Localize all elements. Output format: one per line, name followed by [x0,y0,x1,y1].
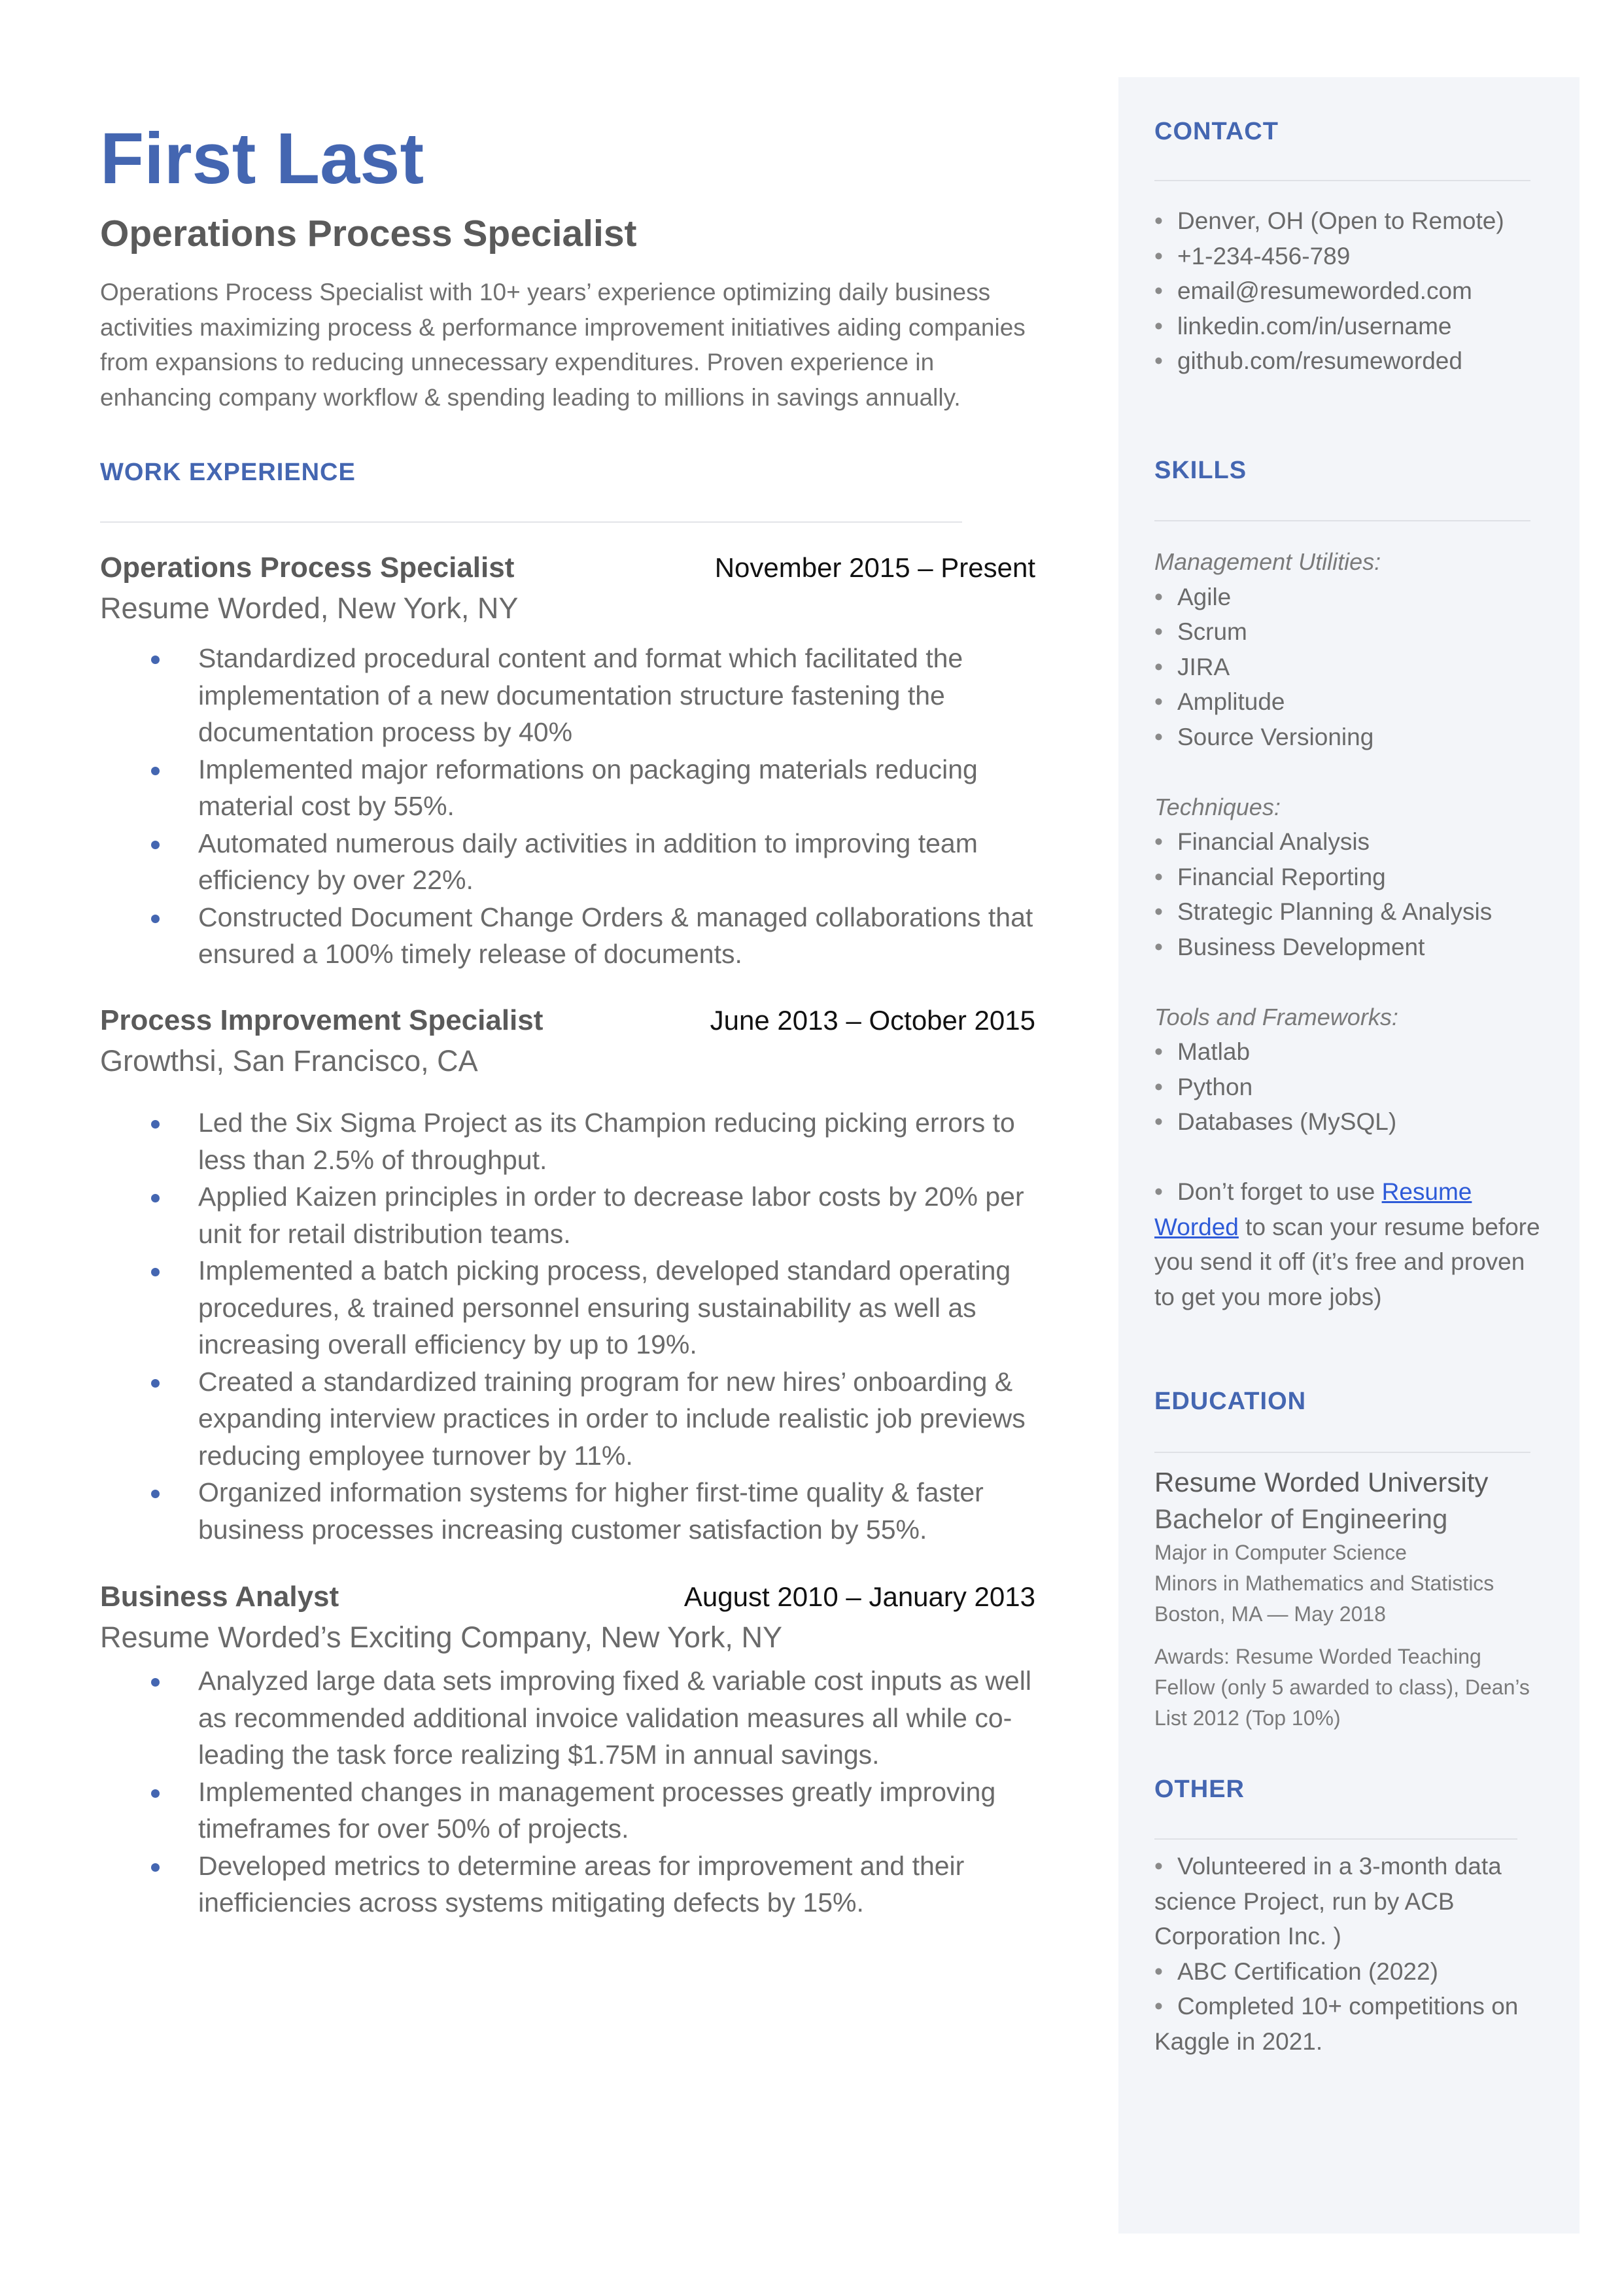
bullet-dot-icon [151,656,160,664]
bullet-item: Automated numerous daily activities in addition to improving team efficiency by over 22%. [100,825,1035,899]
skill-item: • Scrum [1154,618,1247,645]
job-entry [100,548,1035,980]
job-entry [100,1577,1035,1970]
bullet-dot-icon [151,1678,160,1687]
resume-worded-link[interactable]: Resume Worded [1154,1178,1472,1240]
job-bullets [100,1662,1035,1921]
awards: Awards: Resume Worded Teaching Fellow (only 5 awarded to class), Dean’s List 2012 (Top 10%) [1154,1645,1530,1730]
degree: Bachelor of Engineering [1154,1503,1448,1534]
bullet-item: Developed metrics to determine areas for improvement and their inefficiencies across systems mitigating defects by 15%. [100,1848,1035,1921]
other-heading: OTHER [1154,1776,1245,1803]
bullet-item: Constructed Document Change Orders & managed collaborations that ensured a 100% timely release of documents. [100,899,1035,973]
other-item: • Completed 10+ competitions on Kaggle in 2021. [1154,1993,1519,2055]
bullet-item: Implemented major reformations on packaging materials reducing material cost by 55%. [100,751,1035,825]
skill-item: • Python [1154,1073,1253,1100]
bullet-item: Created a standardized training program for new hires’ onboarding & expanding interview practices in order to include realistic job previews reducing employee turnover by 11%. [100,1363,1035,1475]
resume-worded-note: • Don’t forget to use Resume Worded to scan your resume before you send it off (it’s free and proven to get you more jobs) [1154,1178,1540,1310]
bullet-item: Led the Six Sigma Project as its Champion reducing picking errors to less than 2.5% of throughput. [100,1104,1035,1178]
bullet-dot-icon [151,1379,160,1388]
work-experience-heading: WORK EXPERIENCE [100,459,356,486]
job-bullets [100,1104,1035,1548]
bullet-item: Analyzed large data sets improving fixed & variable cost inputs as well as recommended additional invoice validation measures all while co-leading the task force realizing $1.75M in annual savings. [100,1662,1035,1774]
contact-location: • Denver, OH (Open to Remote) [1154,207,1504,234]
contact-email[interactable]: • email@resumeworded.com [1154,277,1472,304]
education-heading: EDUCATION [1154,1388,1307,1415]
skill-item: • Business Development [1154,933,1425,960]
job-title: Operations Process Specialist [100,552,515,584]
major: Major in Computer Science [1154,1541,1407,1564]
bullet-dot-icon [151,1789,160,1798]
skill-list [1154,580,1547,755]
bullet-dot-icon [151,767,160,775]
skill-item: • Strategic Planning & Analysis [1154,898,1493,925]
job-company: Resume Worded’s Exciting Company, New York, NY [100,1621,782,1654]
bullet-dot-icon [151,915,160,923]
headline: Operations Process Specialist [100,213,637,254]
bullet-item: Implemented changes in management processes greatly improving timeframes for over 50% of projects. [100,1774,1035,1848]
skills-heading: SKILLS [1154,457,1247,484]
job-company: Growthsi, San Francisco, CA [100,1044,478,1077]
skill-item: • Matlab [1154,1038,1251,1065]
contact-linkedin[interactable]: • linkedin.com/in/username [1154,312,1452,340]
divider [1154,520,1530,521]
contact-github[interactable]: • github.com/resumeworded [1154,347,1462,374]
job-title: Process Improvement Specialist [100,1004,544,1036]
skill-category: Management Utilities: [1154,548,1381,575]
other-item: • ABC Certification (2022) [1154,1957,1438,1985]
bullet-dot-icon [151,1120,160,1129]
job-dates: November 2015 – Present [714,552,1035,583]
job-bullets [100,640,1035,973]
divider [100,521,962,523]
skill-item: • Source Versioning [1154,723,1374,750]
bullet-item: Applied Kaizen principles in order to decrease labor costs by 20% per unit for retail distribution teams. [100,1178,1035,1252]
other-item: • Volunteered in a 3-month data science Project, run by ACB Corporation Inc. ) [1154,1853,1502,1950]
education-location-date: Boston, MA — May 2018 [1154,1602,1386,1626]
bullet-dot-icon [151,1268,160,1276]
skill-item: • Amplitude [1154,688,1285,715]
minors: Minors in Mathematics and Statistics [1154,1571,1494,1595]
bullet-item: Standardized procedural content and format which facilitated the implementation of a new documentation structure fastening the documentation process by 40% [100,640,1035,751]
skill-list [1154,1034,1547,1140]
skills-section [1154,544,1547,1314]
contact-heading: CONTACT [1154,118,1279,145]
skill-item: • Financial Analysis [1154,828,1370,855]
education-section [1154,1464,1547,1734]
job-dates: August 2010 – January 2013 [683,1581,1035,1612]
candidate-name: First Last [100,118,424,199]
job-dates: June 2013 – October 2015 [710,1005,1035,1036]
skill-item: • Financial Reporting [1154,863,1386,890]
contact-section [1154,203,1547,379]
bullet-dot-icon [151,841,160,849]
skill-category: Techniques: [1154,793,1281,820]
school-name: Resume Worded University [1154,1467,1489,1498]
skill-category: Tools and Frameworks: [1154,1003,1398,1030]
bullet-item: Organized information systems for higher first-time quality & faster business processes increasing customer satisfaction by 55%. [100,1474,1035,1548]
job-title: Business Analyst [100,1581,339,1613]
divider [1154,1452,1530,1453]
bullet-dot-icon [151,1490,160,1498]
contact-list [1154,203,1547,379]
divider [1154,1838,1517,1840]
job-entry [100,1001,1035,1564]
contact-phone: • +1-234-456-789 [1154,242,1351,270]
skill-item: • Agile [1154,583,1232,610]
other-section [1154,1849,1547,2059]
bullet-dot-icon [151,1863,160,1872]
other-list [1154,1849,1547,2059]
bullet-dot-icon [151,1194,160,1202]
divider [1154,180,1530,181]
skill-item: • Databases (MySQL) [1154,1108,1397,1135]
bullet-item: Implemented a batch picking process, developed standard operating procedures, & trained personnel ensuring sustainability as well as increasing overall efficiency by up to 19%. [100,1252,1035,1363]
skill-list [1154,824,1547,964]
skill-item: • JIRA [1154,653,1230,680]
job-company: Resume Worded, New York, NY [100,591,519,625]
summary: Operations Process Specialist with 10+ years’ experience optimizing daily business activities maximizing process & performance improvement initiatives aiding companies from expansions to reducing unnecessary expenditures. Proven experience in enhancing company workflow & spending leading to millions in savings annually. [100,279,1026,411]
